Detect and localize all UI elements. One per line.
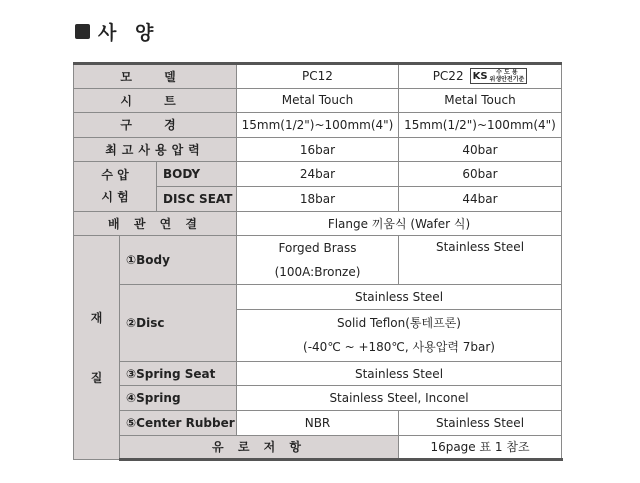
disc-material-value2-line1: Solid Teflon(통테프론) <box>337 316 461 331</box>
spec-table <box>73 62 562 461</box>
center-rubber-row <box>74 410 562 435</box>
spring-seat-row <box>74 361 562 386</box>
pc22-header: PC22 <box>432 69 464 84</box>
body-material-pc12 <box>237 236 399 285</box>
test-disc-seat-pc12: 18bar <box>237 186 399 211</box>
spring-value: Stainless Steel, Inconel <box>237 386 562 411</box>
section-title: 사 양 <box>98 22 160 44</box>
size-pc22: 15mm(1/2")~100mm(4") <box>399 113 562 138</box>
disc-row-1 <box>74 285 562 310</box>
disc-material-value2 <box>237 309 562 361</box>
seat-row <box>74 88 562 113</box>
max-pressure-row <box>74 137 562 162</box>
size-pc12: 15mm(1/2")~100mm(4") <box>237 113 399 138</box>
spring-seat-label: ③Spring Seat <box>120 361 237 386</box>
max-pressure-label: 최고사용압력 <box>74 137 237 162</box>
center-rubber-pc22: Stainless Steel <box>399 410 562 435</box>
flow-resistance-value: 16page 표 1 참조 <box>399 435 562 460</box>
center-rubber-label: ⑤Center Rubber <box>120 410 237 435</box>
hydro-test-label <box>74 162 157 211</box>
cert-text-bottom: 위생안전기준 <box>489 76 525 84</box>
hydro-test-label-line2: 시 험 <box>101 190 129 205</box>
cert-text-top: 수 도 용 <box>496 69 518 77</box>
model-row <box>74 64 562 89</box>
body-material-pc12-line2: (100A:Bronze) <box>274 265 361 280</box>
material-label-line2: 질 <box>90 370 103 385</box>
seat-pc12: Metal Touch <box>237 88 399 113</box>
model-label: 모 델 <box>74 64 237 89</box>
size-label: 구 경 <box>74 113 237 138</box>
material-label <box>74 236 120 460</box>
max-pressure-pc22: 40bar <box>399 137 562 162</box>
disc-material-value1: Stainless Steel <box>237 285 562 310</box>
ks-certification-mark <box>470 68 528 84</box>
flow-resistance-row <box>74 435 562 460</box>
test-body-label: BODY <box>157 162 237 187</box>
pc12-header: PC12 <box>237 64 399 89</box>
section-heading <box>75 18 159 45</box>
hydro-test-label-line1: 수 압 <box>101 168 129 183</box>
center-rubber-pc12: NBR <box>237 410 399 435</box>
test-disc-seat-label: DISC SEAT <box>157 186 237 211</box>
material-body-row <box>74 236 562 285</box>
test-body-pc22: 60bar <box>399 162 562 187</box>
connection-label: 배 관 연 결 <box>74 211 237 236</box>
spring-label: ④Spring <box>120 386 237 411</box>
test-disc-seat-pc22: 44bar <box>399 186 562 211</box>
body-material-pc12-line1: Forged Brass <box>278 241 357 256</box>
test-body-pc12: 24bar <box>237 162 399 187</box>
body-material-pc22: Stainless Steel <box>399 236 562 285</box>
body-material-label: ①Body <box>120 236 237 285</box>
spring-row <box>74 386 562 411</box>
square-bullet-icon <box>75 24 90 39</box>
ks-mark-icon: KS <box>472 70 488 82</box>
disc-material-label: ②Disc <box>120 285 237 362</box>
max-pressure-pc12: 16bar <box>237 137 399 162</box>
disc-material-value2-line2: (-40℃ ~ +180℃, 사용압력 7bar) <box>303 340 495 355</box>
connection-value: Flange 끼움식 (Wafer 식) <box>237 211 562 236</box>
material-label-line1: 재 <box>90 310 103 325</box>
pc22-header-cell <box>399 64 562 89</box>
spring-seat-value: Stainless Steel <box>237 361 562 386</box>
flow-resistance-label: 유 로 저 항 <box>120 435 399 460</box>
connection-row <box>74 211 562 236</box>
size-row <box>74 113 562 138</box>
test-body-row <box>74 162 562 187</box>
seat-pc22: Metal Touch <box>399 88 562 113</box>
seat-label: 시 트 <box>74 88 237 113</box>
